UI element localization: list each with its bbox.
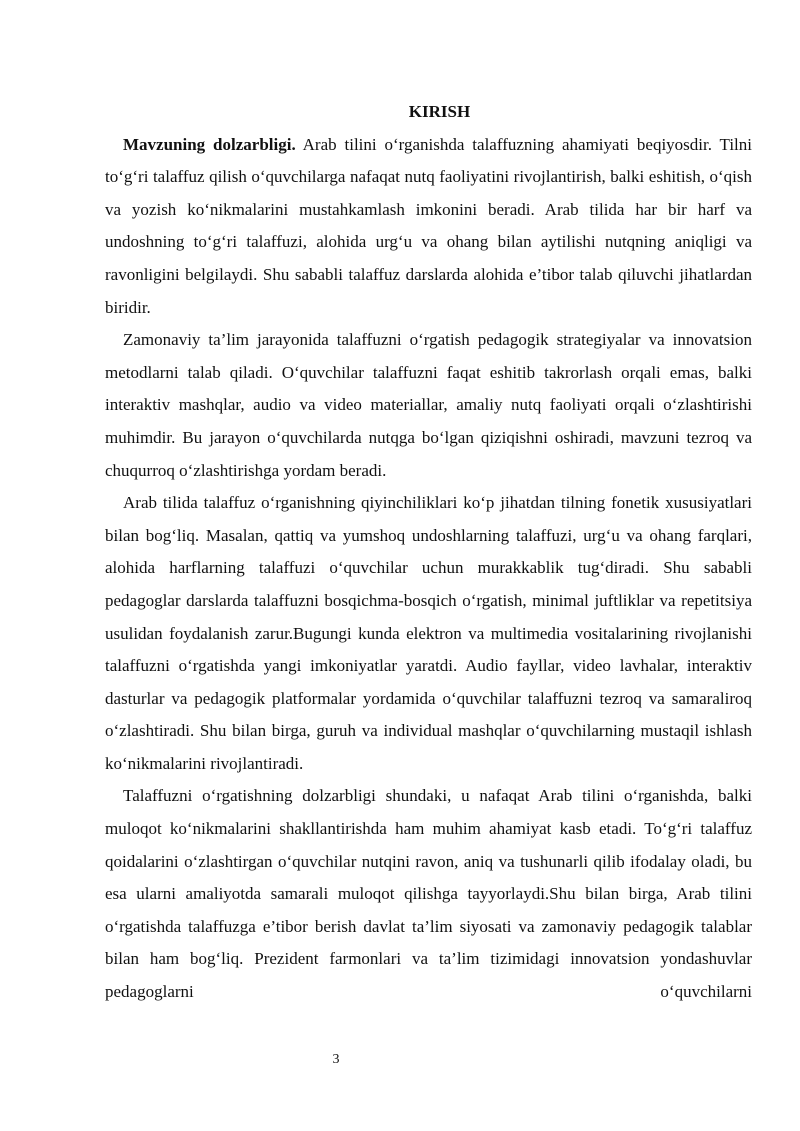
paragraph-text: Talaffuzni o‘rgatishning dolzarbligi shundaki, u nafaqat Arab tilini o‘rganishda, balki muloqot ko‘nikmalarini shakllantirishda ham muhim ahamiyat kasb etadi. To‘g‘ri talaffuz qoidalarini o‘zlashtirgan o‘quvchilar nutqini ravon, aniq va tushunarli qilib ifodalay oladi, bu esa ularni amaliyotda samarali muloqot qilishga tayyorlaydi.Shu bilan birga, Arab tilini o‘rgatishda talaffuzga e’tibor berish davlat ta’lim siyosati va zamonaviy pedagogik talablar bilan ham bog‘liq. Prezident farmonlari va ta’lim tizimidagi innovatsion yondashuvlar pedagoglarni o‘quvchilarni <box>105 786 752 1002</box>
paragraph-text: Arab tilida talaffuz o‘rganishning qiyinchiliklari ko‘p jihatdan tilning fonetik xususiyatlari bilan bog‘liq. Masalan, qattiq va yumshoq undoshlarning talaffuzi, urg‘u va ohang farqlari, alohida harflarning talaffuzi o‘quvchilar uchun murakkablik tug‘diradi. Shu sababli pedagoglar darslarda talaffuzni bosqichma-bosqich o‘rgatish, minimal juftliklar va repetitsiya usulidan foydalanish zarur.Bugungi kunda elektron va multimedia vositalarining rivojlanishi talaffuzni o‘rgatishda yangi imkoniyatlar yaratdi. Audio fayllar, video lavhalar, interaktiv dasturlar va pedagogik platformalar yordamida o‘quvchilar talaffuzni tezroq va samaraliroq o‘zlashtiradi. Shu bilan birga, guruh va individual mashqlar o‘quvchilarning mustaqil ishlash ko‘nikmalarini rivojlantiradi. <box>105 493 752 773</box>
paragraph-3 <box>105 487 752 780</box>
document-body <box>105 96 752 1009</box>
paragraph-text: Zamonaviy ta’lim jarayonida talaffuzni o‘rgatish pedagogik strategiyalar va innovatsion metodlarni talab qiladi. O‘quvchilar talaffuzni faqat eshitib takrorlash orqali emas, balki interaktiv mashqlar, audio va video materiallar, amaliy nutq faoliyati orqali o‘zlashtirishi muhimdir. Bu jarayon o‘quvchilarda nutqga bo‘lgan qiziqishni oshiradi, mavzuni tezroq va chuqurroq o‘zlashtirishga yordam beradi. <box>105 330 752 480</box>
section-title: KIRISH <box>408 102 471 121</box>
paragraph-text: Arab tilini o‘rganishda talaffuzning ahamiyati beqiyosdir. Tilni to‘g‘ri talaffuz qilish o‘quvchilarga nafaqat nutq faoliyatini rivojlantirish, balki eshitish, o‘qish va yozish ko‘nikmalarini mustahkamlash imkonini beradi. Arab tilida har bir harf va undoshning to‘g‘ri talaffuzi, alohida urg‘u va ohang bilan aytilishi nutqning aniqligi va ravonligini belgilaydi. Shu sababli talaffuz darslarda alohida e’tibor talab qiluvchi jihatlardan biridir. <box>105 134 752 317</box>
paragraph-lead: Mavzuning dolzarbligi. <box>123 134 296 154</box>
page-number: 3 <box>332 1052 340 1067</box>
paragraph-1 <box>105 129 752 325</box>
paragraph-2 <box>105 324 752 487</box>
paragraph-4 <box>105 780 752 1008</box>
